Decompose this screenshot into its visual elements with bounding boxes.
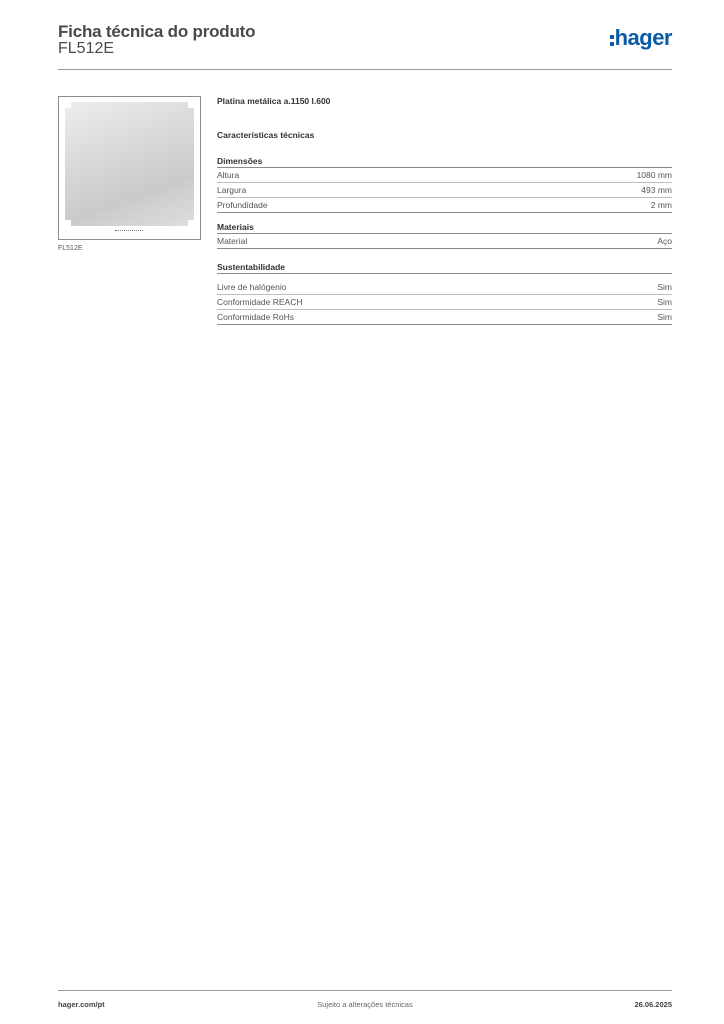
group-title: Dimensões — [217, 156, 672, 168]
spec-group-dimensions — [217, 156, 672, 213]
product-image — [58, 96, 201, 240]
spec-row — [217, 280, 672, 295]
image-caption: FL512E — [58, 245, 83, 252]
page-footer — [58, 990, 672, 1014]
spec-label: Conformidade REACH — [217, 297, 303, 307]
spec-group-materials — [217, 222, 672, 249]
spec-row — [217, 183, 672, 198]
spec-value: 1080 mm — [636, 170, 672, 180]
footer-date: 26.06.2025 — [634, 1000, 672, 1009]
footer-website: hager.com/pt — [58, 1000, 105, 1009]
spec-row — [217, 295, 672, 310]
spec-label: Largura — [217, 185, 247, 195]
footer-notice: Sujeito a alterações técnicas — [317, 1000, 413, 1009]
logo-text: hager — [614, 25, 672, 50]
logo-dots-icon — [610, 35, 614, 46]
spec-value: Sim — [657, 297, 672, 307]
spec-row — [217, 234, 672, 249]
product-code: FL512E — [58, 40, 115, 57]
spec-content — [217, 96, 672, 325]
spec-label: Profundidade — [217, 200, 268, 210]
group-title: Materiais — [217, 222, 672, 234]
spec-value: Sim — [657, 282, 672, 292]
spec-label: Livre de halógenio — [217, 282, 287, 292]
spec-group-sustainability — [217, 262, 672, 325]
document-title: Ficha técnica do produto — [58, 22, 256, 41]
metal-plate-picture — [65, 102, 194, 226]
spec-value: Aço — [657, 236, 672, 246]
group-title: Sustentabilidade — [217, 262, 672, 274]
spec-row — [217, 310, 672, 325]
spec-row — [217, 168, 672, 183]
page-header — [58, 20, 672, 70]
spec-value: 2 mm — [650, 200, 672, 210]
section-title: Características técnicas — [217, 130, 315, 140]
spec-label: Conformidade RoHs — [217, 312, 295, 322]
spec-row — [217, 198, 672, 213]
product-name: Platina metálica a.1150 l.600 — [217, 96, 331, 106]
spec-value: 493 mm — [641, 185, 672, 195]
spec-value: Sim — [657, 312, 672, 322]
hager-logo — [610, 27, 672, 49]
spec-label: Altura — [217, 170, 240, 180]
plate-marking — [115, 230, 143, 232]
spec-label: Material — [217, 236, 248, 246]
